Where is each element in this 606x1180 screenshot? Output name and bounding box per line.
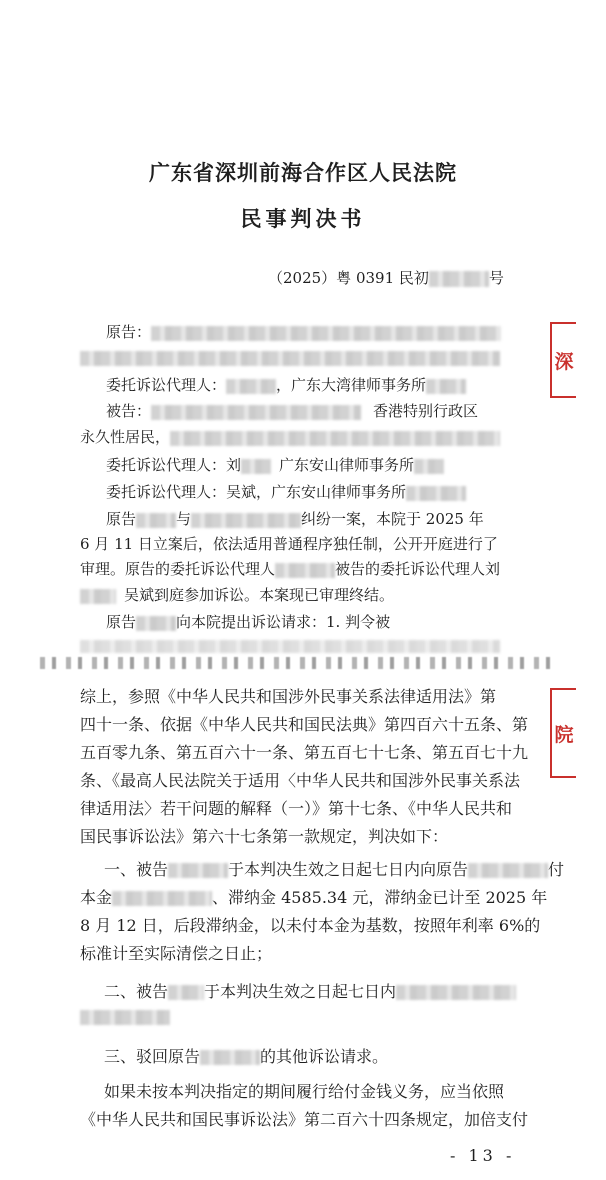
intro-line-1 (106, 508, 484, 529)
redacted-defendant-address (170, 431, 500, 446)
document-type-title: 民事判决书 (240, 206, 366, 231)
judgment-p1-line1: 综上，参照《中华人民共和国涉外民事关系法律适用法》第 (80, 687, 497, 706)
plaintiff-line (106, 321, 501, 342)
intro-text: 与 (176, 510, 192, 528)
defendant-residence: 永久性居民， (80, 428, 171, 446)
agent3-text: 委托诉讼代理人：吴斌，广东安山律师事务所 (106, 483, 407, 501)
judgment-text: 本金 (80, 888, 113, 907)
agent3-line (106, 481, 466, 502)
redacted-defendant-name (168, 863, 228, 878)
redacted-item2-text (396, 985, 516, 1000)
case-number-prefix: （2025）粤 0391 民初 (268, 269, 429, 287)
redacted-agent3-org (406, 486, 466, 501)
intro-text: 被告的委托诉讼代理人刘 (335, 560, 501, 578)
intro-text: 吴斌到庭参加诉讼。本案现已审理终结。 (124, 586, 395, 604)
intro-text: 纠纷一案，本院于 2025 年 (301, 510, 484, 528)
plaintiff-line-2 (80, 348, 500, 366)
intro-text: 向本院提出诉讼请求：1. 判令被 (176, 613, 391, 631)
intro-line-3 (80, 558, 500, 579)
redacted-claim-text (80, 640, 500, 653)
agent2-line (106, 454, 444, 475)
judgment-p1-line6: 国民事诉讼法》第六十七条第一款规定，判决如下： (80, 827, 449, 846)
agent2-label: 委托诉讼代理人：刘 (106, 456, 242, 474)
seal-char-bottom: 院 (554, 723, 574, 746)
court-seal-fragment-bottom (550, 688, 576, 778)
court-name: 广东省深圳前海合作区人民法院 (149, 160, 457, 185)
judgment-item1-line1 (104, 857, 564, 880)
redacted-defendant-name-2 (168, 985, 204, 1000)
redacted-agent-name (275, 563, 335, 578)
redacted-plaintiff (151, 326, 501, 341)
redacted-plaintiff-name-2 (136, 616, 176, 631)
defendant-region: 香港特别行政区 (373, 402, 479, 420)
intro-text: 原告 (106, 613, 137, 631)
defendant-label: 被告： (106, 402, 152, 420)
redacted-plaintiff-address (80, 351, 500, 366)
agent2-org: 广东安山律师事务所 (279, 456, 415, 474)
judgment-text: 二、被告 (104, 982, 169, 1001)
judgment-text: 、滞纳金 4585.34 元，滞纳金已计至 2025 年 (212, 888, 548, 907)
case-number (268, 267, 504, 288)
judgment-item3 (104, 1044, 388, 1067)
seal-char-top: 深 (554, 350, 574, 373)
judgment-item1-line2 (80, 885, 547, 908)
redacted-agent2-org (414, 459, 444, 474)
judgment-p2-line2: 《中华人民共和国民事诉讼法》第二百六十四条规定，加倍支付 (80, 1110, 529, 1129)
redacted-item2-text-2 (80, 1010, 170, 1025)
judgment-text: 三、驳回原告 (104, 1047, 201, 1066)
redacted-principal-amount (112, 891, 212, 906)
agent1-line (106, 374, 466, 395)
judgment-item2-line2 (80, 1007, 170, 1026)
judgment-text: 一、被告 (104, 860, 169, 879)
judgment-p2-line1: 如果未按本判决指定的期间履行给付金钱义务，应当依照 (104, 1082, 505, 1101)
page-splice-line (40, 657, 560, 669)
plaintiff-label: 原告： (106, 323, 152, 341)
judgment-text: 于本判决生效之日起七日内 (204, 982, 397, 1001)
intro-text: 原告 (106, 510, 137, 528)
agent1-org: ，广东大湾律师事务所 (276, 376, 427, 394)
judgment-p1-line2: 四十一条、依据《中华人民共和国民法典》第四百六十五条、第 (80, 715, 529, 734)
redacted-defendant-dispute (191, 513, 301, 528)
redacted-case-digits (429, 271, 489, 287)
redacted-agent2 (241, 459, 271, 474)
case-number-suffix: 号 (488, 269, 504, 287)
intro-text: 审理。原告的委托诉讼代理人 (80, 560, 276, 578)
defendant-line-2 (80, 426, 500, 447)
judgment-text: 的其他诉讼请求。 (260, 1047, 389, 1066)
redacted-agent1-org (426, 379, 466, 394)
intro-line-2: 6 月 11 日立案后，依法适用普通程序独任制，公开开庭进行了 (80, 535, 498, 553)
judgment-p1-line3: 五百零九条、第五百六十一条、第五百七十七条、第五百七十九 (80, 743, 529, 762)
redacted-defendant (151, 405, 361, 420)
judgment-p1-line5: 律适用法〉若干问题的解释（一）》第十七条、《中华人民共和 (80, 799, 513, 818)
judgment-item1-line3: 8 月 12 日，后段滞纳金，以未付本金为基数，按照年利率 6%的 (80, 916, 541, 935)
redacted-agent-name-2 (80, 589, 116, 604)
judgment-item2-line1 (104, 979, 516, 1002)
agent1-label: 委托诉讼代理人： (106, 376, 227, 394)
redacted-plaintiff-name-4 (200, 1050, 260, 1065)
judgment-p1-line4: 条、《最高人民法院关于适用〈中华人民共和国涉外民事关系法 (80, 771, 521, 790)
intro-line-4 (80, 584, 394, 605)
judgment-text: 于本判决生效之日起七日内向原告 (228, 860, 469, 879)
redacted-plaintiff-name (136, 513, 176, 528)
judgment-text: 付 (548, 860, 565, 879)
intro-line-6 (80, 636, 500, 654)
page-number: - 13 - (450, 1146, 516, 1165)
judgment-item1-line4: 标准计至实际清偿之日止； (80, 944, 273, 963)
defendant-line (106, 400, 478, 421)
intro-line-5 (106, 611, 390, 632)
redacted-plaintiff-name-3 (468, 863, 548, 878)
court-seal-fragment-top (550, 322, 576, 398)
redacted-agent1 (226, 379, 276, 394)
